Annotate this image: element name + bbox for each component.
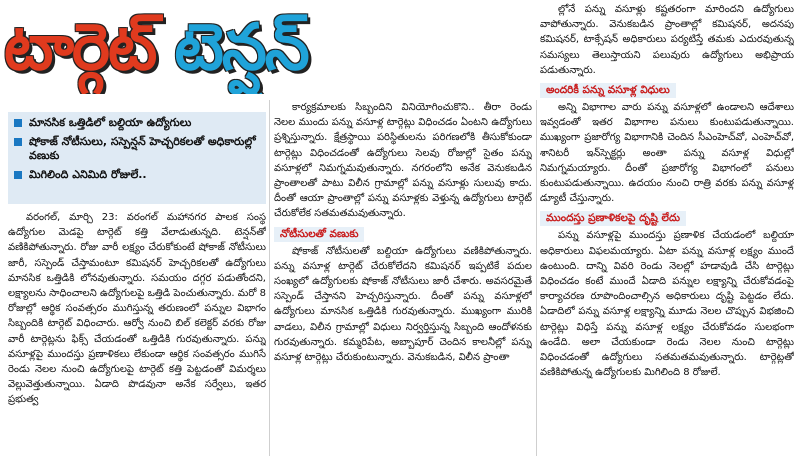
subheading-notices: నోటీసులతో వణుకు — [274, 227, 364, 242]
highlight-item — [14, 135, 260, 163]
column-divider — [269, 100, 270, 456]
article-paragraph: పన్ను వసూళ్లపై ముందస్తు ప్రణాళిక చేయడంలో బల్దియా అధికారులు విఫలమయ్యారు. ఏటా పన్ను వసూళ్ల లక్ష్యం ముందే ఉంటుంది. దాన్ని వివరి రెండు నెలల్లో హడావుడి చేసి టార్గెట్లు విధించడం కంటే ముందే ఏడాది పన్నుల లక్ష్యాన్ని చేరుకోవడంపై కార్యాచరణ రూపొందించాల్సిన అధికారులు దృష్టి పెట్టడం లేదు. ఏడాదిలో పన్ను వసూళ్ల లక్ష్యాన్ని మూడు నెలల చొప్పున విభజించి టార్గెట్లు విధిస్తే పన్ను వసూళ్ల లక్ష్యం చేరుకోవడం సులభంగా ఉండేది. అలా చేయకుండా రెండు నెలల నుంచి టార్గెట్లు విధించడంతో ఉద్యోగులు సతమతమవుతున్నారు. టార్గెట్లతో వణికిపోతున్న ఉద్యోగులకు మిగిలింది 8 రోజులే. — [540, 230, 794, 379]
highlight-item — [14, 168, 260, 182]
highlight-item — [14, 116, 260, 130]
article-paragraph: వరంగల్‌, మార్చి 23: వరంగల్‌ మహానగర పాలక సంస్థ ఉద్యోగుల మెడపై టార్గెట్‌ కత్తి వేలాడుతున్నది. టెన్షన్‌తో వణికిపోతున్నారు. రోజు వారీ లక్ష్యం చేరుకోకుంటే షోకాజ్‌ నోటీసులు జారీ, సస్పెండ్‌ చేస్తామంటూ కమిషనర్‌ హెచ్చరికలతో ఉద్యోగులు మానసిక ఒత్తిడికి లోనవుతున్నారు. సమయం దగ్గర పడుతోందని, లక్ష్యాలను సాధించాలని ఉద్యోగులపై ఒత్తిడి పెంచుతున్నారు. మరో 8 రోజుల్లో ఆర్థిక సంవత్సరం ముగిస్తున్న తరుణంలో పన్నుల విభాగం సిబ్బందికి టార్గెట్‌ విధించారు. ఆర్వో నుంచి బిల్‌ కలెక్టర్‌ వరకు రోజు వారీ టార్గెట్లను ఫిక్స్‌ చేయడంతో ఒత్తిడికి గురవుతున్నారు. పన్ను వసూళ్లపై ముందస్తు ప్రణాళికలు లేకుండా ఆర్థిక సంవత్సరం ముగిసే రెండు నెలల నుంచి ఉద్యోగులపై టార్గెట్‌ కత్తి పెట్టడంతో విమర్శలు వెల్లువెత్తుతున్నాయి. ఏడాది పొడవునా అనేక సర్వేలు, ఇతర ప్రభుత్వ — [8, 212, 266, 406]
highlight-text: మానసిక ఒత్తిడిలో బల్దియా ఉద్యోగులు — [29, 116, 192, 129]
subheading-planning: ముందస్తు ప్రణాళికలపై దృష్టి లేదు — [540, 211, 686, 226]
article-column-1 — [8, 210, 266, 456]
article-column-2 — [274, 100, 532, 456]
headline — [4, 2, 570, 94]
square-bullet-icon — [14, 119, 22, 127]
headline-word-target: టార్గెట్ — [4, 11, 156, 85]
article-paragraph: కార్యక్రమాలకు సిబ్బందిని వినియోగించుకొని.. తీరా రెండు నెలల ముందు పన్ను వసూళ్ల టార్గెట్లు విధించడం ఏంటని ఉద్యోగులు ప్రశ్నిస్తున్నారు. క్షేత్రస్థాయి పరిస్థితులను పరిగణలోకి తీసుకోకుండా టార్గెట్లు విధించడంతో ఉద్యోగులు సెలవు రోజుల్లో సైతం పన్ను వసూళ్లలో నిమగ్నమవుతున్నారు. నగరంలోని అనేక వెనుకబడిన ప్రాంతాలతో పాటు విలీన గ్రామాల్లో పన్ను వసూళ్లు సులువు కాదు. దీంతో ఆయా ప్రాంతాల్లో పన్ను వసూళ్లకు వెళ్తున్న ఉద్యోగులు టార్గెట్‌ చేరుకోలేక సతమతమవుతున్నారు. — [274, 102, 532, 220]
article-paragraph: ల్లోనే పన్ను వసూళ్లు కష్టతరంగా మారిందని ఉద్యోగులు వాపోతున్నారు. వెనుకబడిన ప్రాంతాల్లో కమిషనర్‌, అదనపు కమిషనర్‌, టాక్సేషన్‌ అధికారులు పర్యటిస్తే తమకు ఎదురవుతున్న సమస్యలు తెలుస్తాయని పలువురు ఉద్యోగులు అభిప్రాయ పడుతున్నారు. — [540, 4, 794, 76]
highlight-text: షోకాజ్‌ నోటీసులు, సస్పెన్షన్‌ హెచ్చరికలతో అధికారుల్లో వణుకు — [29, 135, 256, 162]
article-column-3 — [540, 2, 794, 456]
highlight-text: మిగిలింది ఎనిమిది రోజులే.. — [29, 168, 147, 181]
highlights-box — [8, 112, 266, 204]
article-paragraph: అన్ని విభాగాల వారు పన్ను వసూళ్లలో ఉండాలని ఆదేశాలు ఇవ్వడంతో ఇతర విభాగాల పనులు కుంటుపడుతున్నాయి. ముఖ్యంగా ప్రజారోగ్య విభాగానికి చెందిన సీఎంహెచ్‌వో, ఎంహెచ్‌వో, శానిటరీ ఇన్‌స్పెక్టర్లు అంతా పన్ను వసూళ్ల విధుల్లో నిమగ్నమయ్యారు. దీంతో ప్రజారోగ్య విభాగంలో పనులు కుంటుపడుతున్నాయి. ఉదయం నుంచి రాత్రి వరకు పన్ను వసూళ్ల డ్యూటీ చేస్తున్నారు. — [540, 102, 794, 205]
article-paragraph: షోకాజ్‌ నోటీసులతో బల్దియా ఉద్యోగులు వణికిపోతున్నారు. పన్ను వసూళ్ల టార్గెట్‌ చేరుకోలేదని కమిషనర్‌ ఇప్పటికే పదుల సంఖ్యలో ఉద్యోగులకు షోకాజ్‌ నోటీసులు జారీ చేశారు. అవసరమైతే సస్పెండ్‌ చేస్తానని హెచ్చరిస్తున్నారు. దీంతో పన్ను వసూళ్లలో ఉద్యోగులు మానసిక ఒత్తిడికి గురవుతున్నారు. ముఖ్యంగా మురికి వాడలు, విలీన గ్రామాల్లో విధులు నిర్వర్తిస్తున్న సిబ్బంది ఆందోళనకు గురవుతున్నారు. కమ్మరిపేట, అబ్బాపూర్‌ చెందిన కాలనీల్లో పన్ను వసూళ్ల టార్గెట్లు చేరుకుంటున్నారు. వెనుకబడిన, విలీన ప్రాంతా — [274, 245, 532, 364]
square-bullet-icon — [14, 171, 22, 179]
square-bullet-icon — [14, 138, 22, 146]
column-divider — [536, 100, 537, 456]
subheading-duties: అందరికీ పన్ను వసూళ్ల విధులు — [540, 83, 676, 98]
headline-word-tension: టెన్షన్ — [174, 11, 308, 85]
